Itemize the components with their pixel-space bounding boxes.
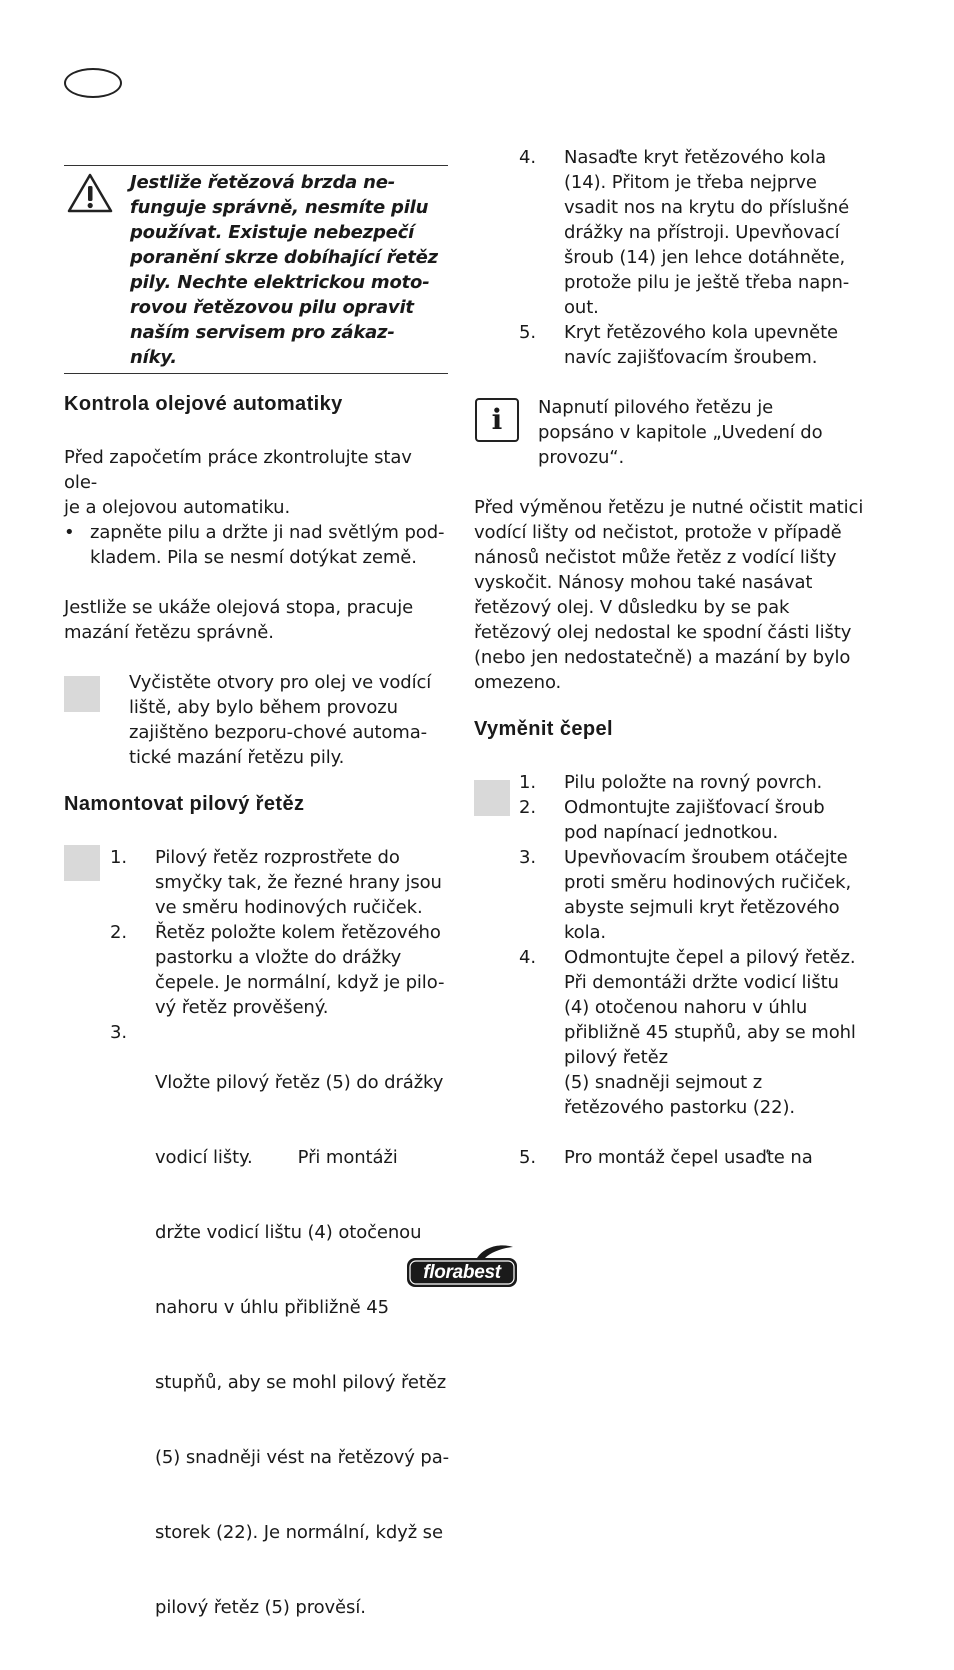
text-line: abyste sejmuli kryt řetězového: [564, 897, 840, 918]
text-line: (14). Přitom je třeba nejprve: [564, 172, 817, 193]
text-line: Napnutí pilového řetězu je: [538, 397, 774, 418]
logo-text: florabest: [423, 1262, 501, 1283]
text-line: Pro montáž čepel usaďte na: [564, 1147, 813, 1168]
text-line: vý řetěz prověšený.: [155, 997, 329, 1018]
text-line: vodící lišty od nečistot, protože v případě: [474, 522, 842, 543]
text-line: přibližně 45 stupňů, aby se mohl: [564, 1022, 856, 1043]
text-line: navíc zajišťovacím šroubem.: [564, 347, 818, 368]
section-heading-blade: Vyměnit čepel: [474, 718, 613, 740]
text-line: pilový řetěz (5) prověsí.: [155, 1597, 366, 1618]
blade-steps-list: [519, 770, 864, 1170]
text-line: protože pilu je ještě třeba napn-: [564, 272, 850, 293]
text-line: proti směru hodinových ručiček,: [564, 872, 852, 893]
text-line: je a olejovou automatiku.: [64, 497, 291, 518]
list-item: [110, 845, 450, 920]
warning-line: používat. Existuje nebezpečí: [130, 222, 415, 243]
warning-text: [130, 170, 450, 370]
info-icon: i: [475, 398, 519, 442]
text-line: smyčky tak, že řezné hrany jsou: [155, 872, 442, 893]
oil-note-paragraph: [129, 670, 449, 770]
section-heading-mount: Namontovat pilový řetěz: [64, 793, 305, 815]
text-line: mazání řetězu správně.: [64, 622, 274, 643]
text-line: řetězový olej nedostal ke spodní části lišty: [474, 622, 852, 643]
text-line: Odmontujte zajišťovací šroub: [564, 797, 825, 818]
text-line: kladem. Pila se nesmí dotýkat země.: [90, 547, 417, 568]
text-line: Před výměnou řetězu je nutné očistit matici: [474, 497, 864, 518]
text-line: stupňů, aby se mohl pilový řetěz: [155, 1372, 447, 1393]
step-number: 2.: [519, 797, 536, 818]
language-badge: [64, 68, 122, 98]
mount-steps-list: [110, 845, 450, 1670]
warning-line: naším servisem pro zákaz-: [130, 322, 395, 343]
warning-line: pily. Nechte elektrickou moto-: [130, 272, 430, 293]
text-line: nahoru v úhlu přibližně 45: [155, 1297, 389, 1318]
text-line: (5) snadněji vést na řetězový pa-: [155, 1447, 450, 1468]
list-item: [519, 320, 859, 370]
text-line: řetězového pastorku (22).: [564, 1097, 796, 1118]
step-number: 5.: [519, 1147, 536, 1168]
florabest-logo: [405, 1244, 519, 1289]
list-item: [519, 945, 864, 1120]
note-marker-icon: [64, 676, 100, 712]
list-item: [519, 1145, 864, 1170]
list-item: [110, 920, 450, 1020]
replace-paragraph: [474, 495, 864, 695]
text-line: (5) snadněji sejmout z: [564, 1072, 763, 1093]
step-marker-icon: [474, 780, 510, 816]
text-line: Řetěz položte kolem řetězového: [155, 922, 441, 943]
list-item: [519, 770, 864, 795]
text-line: zapněte pilu a držte ji nad světlým pod-: [90, 522, 445, 543]
text-line: (nebo jen nedostatečně) a mazání by bylo: [474, 647, 851, 668]
text-line: Kryt řetězového kola upevněte: [564, 322, 838, 343]
step-number: 1.: [110, 847, 127, 868]
text-line: Jestliže se ukáže olejová stopa, pracuje: [64, 597, 414, 618]
text-line: řetězový olej. V důsledku by se pak: [474, 597, 790, 618]
text-line: pilový řetěz: [564, 1047, 668, 1068]
text-line: omezeno.: [474, 672, 562, 693]
text-line: Při demontáži držte vodicí lištu: [564, 972, 839, 993]
step-marker-icon: [64, 845, 100, 881]
text-line: Odmontujte čepel a pilový řetěz.: [564, 947, 856, 968]
text-line: pastorku a vložte do drážky: [155, 947, 402, 968]
oil-bullet-item: [64, 520, 448, 570]
warning-line: níky.: [130, 347, 177, 368]
text-line: nánosů nečistot může řetěz z vodící lišty: [474, 547, 837, 568]
text-line: držte vodicí lištu (4) otočenou: [155, 1222, 422, 1243]
text-line: drážky na přístroji. Upevňovací: [564, 222, 840, 243]
warning-line: rovou řetězovou pilu opravit: [130, 297, 414, 318]
warning-line: poranění skrze dobíhající řetěz: [130, 247, 438, 268]
text-line: provozu“.: [538, 447, 625, 468]
warning-icon: [66, 172, 114, 214]
text-line: čepele. Je normální, když je pilo-: [155, 972, 445, 993]
step-number: 4.: [519, 947, 536, 968]
text-line: Pilu položte na rovný povrch.: [564, 772, 823, 793]
step-number: 3.: [519, 847, 536, 868]
list-item: [519, 145, 859, 320]
text-line: Pilový řetěz rozprostřete do: [155, 847, 400, 868]
oil-intro-paragraph: [64, 445, 448, 520]
text-line: kola.: [564, 922, 607, 943]
text-line: liště, aby bylo během provozu: [129, 697, 398, 718]
text-line: out.: [564, 297, 599, 318]
oil-result-paragraph: [64, 595, 448, 645]
text-line: pod napínací jednotkou.: [564, 822, 779, 843]
step-number: 2.: [110, 922, 127, 943]
list-item: [519, 845, 864, 945]
text-line: popsáno v kapitole „Uvedení do: [538, 422, 823, 443]
warning-line: funguje správně, nesmíte pilu: [130, 197, 429, 218]
text-line: zajištěno bezporu-chové automa-: [129, 722, 428, 743]
list-item: [110, 1020, 450, 1670]
step-number: 5.: [519, 322, 536, 343]
text-line: tické mazání řetězu pily.: [129, 747, 345, 768]
text-line: Před započetím práce zkontrolujte stav ole-: [64, 447, 412, 493]
text-line: storek (22). Je normální, když se: [155, 1522, 443, 1543]
step-number: 1.: [519, 772, 536, 793]
text-line: vodicí lišty. Při montáži: [155, 1147, 398, 1168]
text-line: Vyčistěte otvory pro olej ve vodící: [129, 672, 432, 693]
text-line: vsadit nos na krytu do příslušné: [564, 197, 850, 218]
right-steps-list: [519, 145, 859, 370]
step-number: 3.: [110, 1022, 127, 1043]
text-line: ve směru hodinových ručiček.: [155, 897, 423, 918]
warning-bottom-rule: [64, 373, 448, 374]
warning-top-rule: [64, 165, 448, 166]
info-text: [538, 395, 858, 470]
text-line: Upevňovacím šroubem otáčejte: [564, 847, 848, 868]
text-line: Vložte pilový řetěz (5) do drážky: [155, 1072, 444, 1093]
list-item: [519, 795, 864, 845]
warning-line: Jestliže řetězová brzda ne-: [130, 172, 396, 193]
step-number: 4.: [519, 147, 536, 168]
text-line: šroub (14) jen lehce dotáhněte,: [564, 247, 846, 268]
bullet-icon: •: [64, 522, 75, 543]
text-line: (4) otočenou nahoru v úhlu: [564, 997, 808, 1018]
text-line: vyskočit. Nánosy mohou také nasávat: [474, 572, 813, 593]
text-line: Nasaďte kryt řetězového kola: [564, 147, 827, 168]
section-heading-oil: Kontrola olejové automatiky: [64, 393, 343, 415]
